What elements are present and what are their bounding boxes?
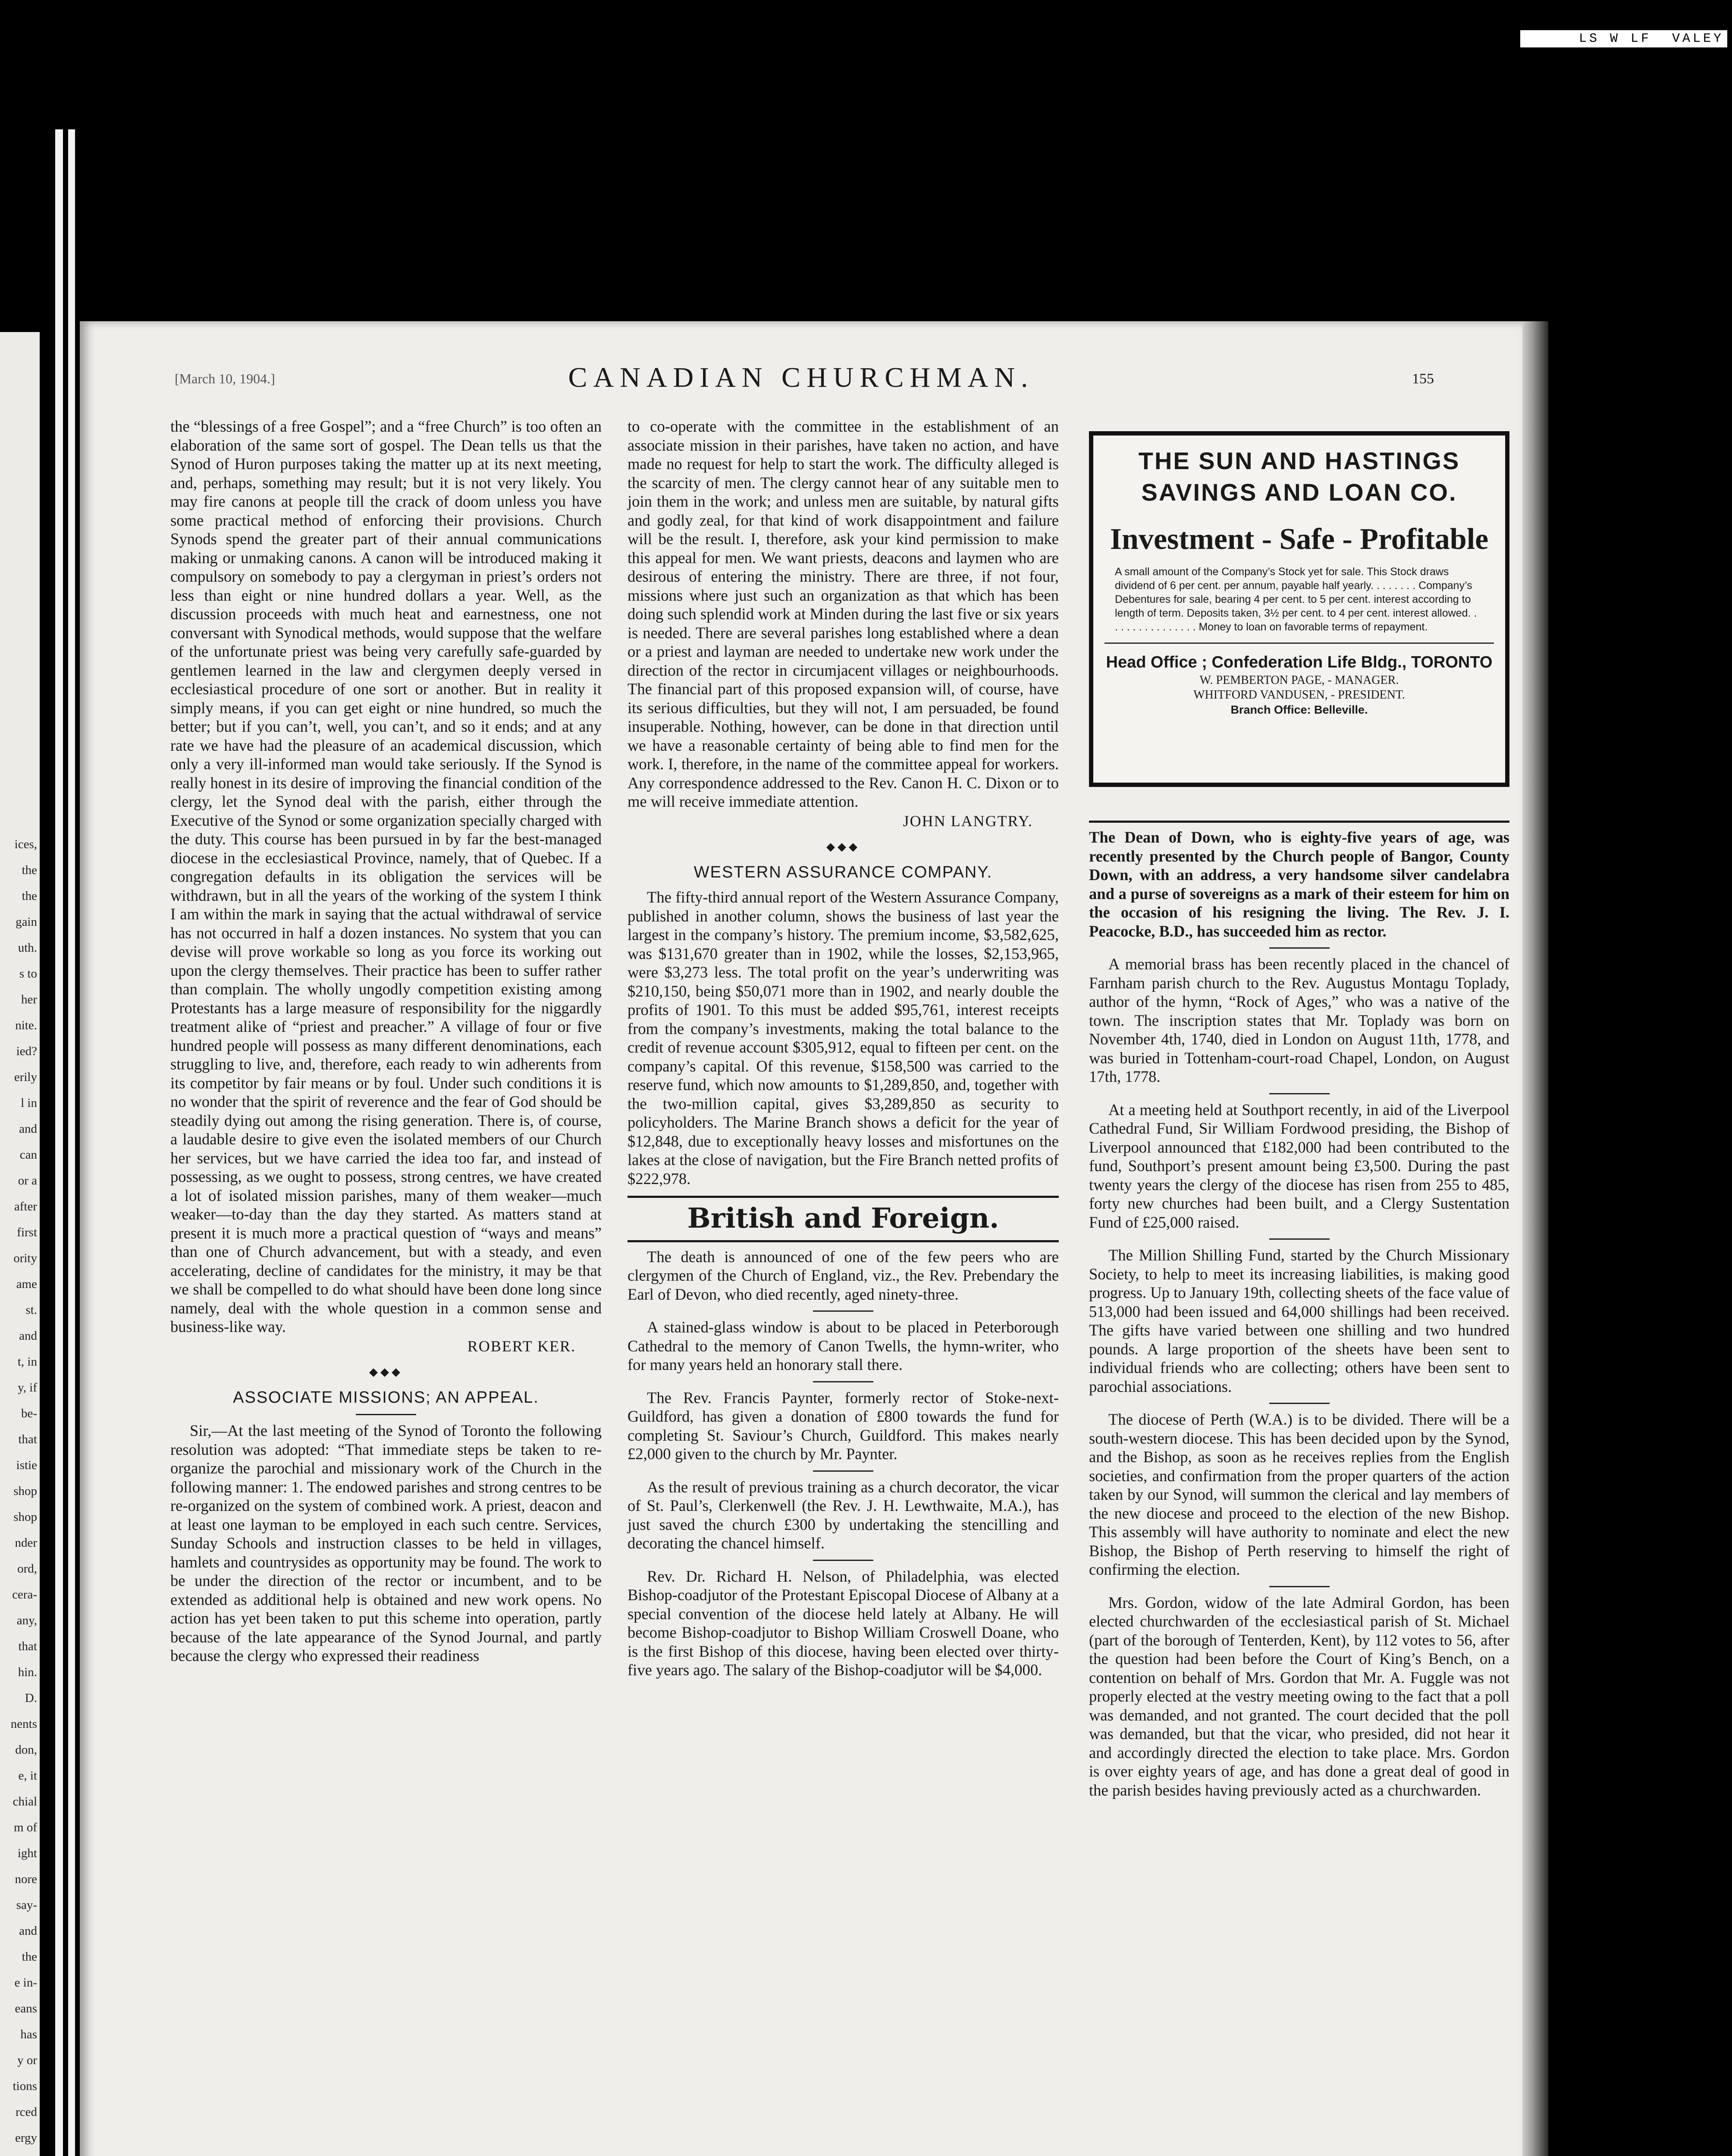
ad-tagline: Investment - Safe - Profitable xyxy=(1110,523,1489,556)
edge-fragment: say- xyxy=(16,1898,37,1912)
edge-fragment: e, it xyxy=(18,1769,37,1783)
column-2 xyxy=(628,417,1059,1680)
news-item: A stained-glass window is about to be placed in Peterborough Cathedral to the memory of Canon Twells, the hymn-writer, who for many years held an honorary stall there. xyxy=(628,1318,1059,1373)
film-id-strip: LS W LF VALEY xyxy=(1520,30,1727,47)
edge-fragment: hin. xyxy=(18,1665,37,1679)
news-item: Rev. Dr. Richard H. Nelson, of Philadelphia, was elected Bishop-coadjutor of the Protestant Episcopal Diocese of Albany at a special convention of the diocese held lately at Albany. He will become Bishop-coadjutor to Bishop William Croswell Doane, who is the first Bishop of this diocese, having been elected over thirty-five years ago. The salary of the Bishop-coadjutor will be $4,000. xyxy=(628,1567,1059,1679)
previous-page-edge xyxy=(0,332,40,2156)
edge-fragment: ord, xyxy=(17,1562,37,1576)
edge-fragment: rced xyxy=(16,2105,37,2119)
divider xyxy=(1269,1403,1330,1404)
news-item: A memorial brass has been recently placed in the chancel of Farnham parish church to the Rev. Augustus Montagu Toplady, author of the hymn, “Rock of Ages,” who was a native of the town. The inscription states that Mr. Toplady was born on November 4th, 1740, died in London on August 11th, 1778, and was buried in Tottenham-court-road Chapel, London, on August 17th, 1778. xyxy=(1089,955,1509,1085)
edge-fragment: cera- xyxy=(12,1588,37,1601)
news-item: As the result of previous training as a church decorator, the vicar of St. Paul’s, Clerkenwell (the Rev. J. H. Lewthwaite, M.A.), has just saved the church £300 by undertaking the stencilling and decorating the chancel himself. xyxy=(628,1478,1059,1552)
divider xyxy=(1269,1238,1330,1240)
ad-manager: W. PEMBERTON PAGE, - MANAGER. xyxy=(1199,674,1399,687)
section-rule xyxy=(628,1240,1059,1242)
edge-fragment: l in xyxy=(21,1096,37,1110)
divider xyxy=(1269,1586,1330,1587)
film-edge-bar xyxy=(55,129,63,2156)
edge-fragment: be- xyxy=(21,1407,37,1420)
edge-fragment: ied? xyxy=(16,1044,37,1058)
edge-fragment: erily xyxy=(14,1070,37,1084)
section-rule xyxy=(628,1196,1059,1198)
edge-fragment: the xyxy=(22,889,37,903)
edge-fragment: tions xyxy=(13,2079,37,2093)
divider xyxy=(1269,947,1330,949)
ad-head-office: Head Office ; Confederation Life Bldg., TORONTO xyxy=(1104,642,1494,673)
edge-fragment: gain xyxy=(16,915,37,929)
column-3 xyxy=(1089,813,1509,1799)
news-item: The death is announced of one of the few peers who are clergymen of the Church of England, viz., the Rev. Prebendary the Earl of Devon, who died recently, aged ninety-three. xyxy=(628,1247,1059,1303)
ker-signature: ROBERT KER. xyxy=(467,1337,576,1355)
edge-fragment: e in- xyxy=(14,1976,37,1990)
edge-fragment: y or xyxy=(17,2053,37,2067)
news-item: The Rev. Francis Paynter, formerly rector of Stoke-next-Guildford, has given a donation of £800 towards the fund for completing St. Saviour’s Church, Guildford. This makes nearly £2,000 given to the church by Mr. Paynter. xyxy=(628,1388,1059,1463)
edge-fragment: and xyxy=(19,1924,37,1938)
divider xyxy=(1269,1093,1330,1094)
edge-fragment: that xyxy=(18,1639,37,1653)
news-item: The Million Shilling Fund, started by the Church Missionary Society, to help to meet its increasing liabilities, is making good progress. Up to January 19th, collecting sheets of the face value of 513,000 had been issued and 64,000 shillings had been received. The gifts have varied between one shilling and two hundred pounds. A large proportion of the sheets have been sent to individual friends who are collecting; others have been sent to parochial associations. xyxy=(1089,1246,1509,1395)
ad-president: WHITFORD VANDUSEN, - PRESIDENT. xyxy=(1193,688,1405,702)
edge-fragment: any, xyxy=(16,1614,37,1627)
page-header xyxy=(80,358,1522,392)
edge-fragment: the xyxy=(22,1950,37,1964)
edge-fragment: ight xyxy=(17,1846,37,1860)
masthead-title: CANADIAN CHURCHMAN. xyxy=(568,362,1034,393)
edge-fragment: t, in xyxy=(17,1355,37,1369)
edge-fragment: don, xyxy=(15,1743,37,1757)
ornament-divider: ◆◆◆ xyxy=(369,1366,403,1378)
page-spine-shadow xyxy=(1522,321,1548,2156)
edge-fragment: and xyxy=(19,1329,37,1343)
edge-fragment: shop xyxy=(13,1484,37,1498)
ornament-divider: ◆◆◆ xyxy=(826,840,860,853)
edge-fragment: can xyxy=(19,1148,37,1162)
film-edge-bar xyxy=(68,129,75,2156)
edge-fragment: that xyxy=(18,1432,37,1446)
edge-fragment: uth. xyxy=(18,941,37,955)
news-item: Mrs. Gordon, widow of the late Admiral Gordon, has been elected churchwarden of the ecclesiastical parish of St. Michael (part of the borough of Tenterden, Kent), by 112 votes to 56, after the question had been before the Court of King’s Bench, on a contention on behalf of Mrs. Gordon that Mr. A. Fuggle was not properly elected at the vestry meeting owing to the fact that a poll was demanded, and not granted. The court decided that the poll was demanded, but that the vicar, who presided, did not hear it and accordingly directed the election to take place. Mrs. Gordon is over eighty years of age, and has done a great deal of good in the parish besides having previously acted as a churchwarden. xyxy=(1089,1593,1509,1799)
news-item: The diocese of Perth (W.A.) is to be divided. There will be a south-western diocese. This has been decided upon by the Synod, and the Bishop, as soon as he receives replies from the English societies, and confirmation from the proper quarters of the action taken by our Synod, will summon the clerical and lay members of the new diocese and proceed to the election of the new Bishop. This assembly will have authority to nominate and elect the new Bishop, the Bishop of Perth reserving to himself the right of confirming the election. xyxy=(1089,1410,1509,1578)
edge-fragment: nore xyxy=(15,1872,37,1886)
sun-hastings-advertisement xyxy=(1089,431,1509,787)
edge-fragment: y, if xyxy=(18,1381,37,1395)
issue-date: [March 10, 1904.] xyxy=(175,371,275,386)
divider xyxy=(813,1560,873,1561)
edge-fragment: nder xyxy=(15,1536,37,1550)
western-assurance-heading: WESTERN ASSURANCE COMPANY. xyxy=(693,863,993,881)
ad-body-text: A small amount of the Company’s Stock yet for sale. This Stock draws dividend of 6 per cent. per annum, payable half yearly. . . . . . . . Company’s Debentures for sale, bearing 4 per cent. to 5 per cent. interest according to length of term. Deposits taken, 3½ per cent. to 4 per cent. interest allowed. . . . . . . . . . . . . . . . Money to loan on favorable terms of repayment. xyxy=(1115,566,1477,633)
news-item: At a meeting held at Southport recently, in aid of the Liverpool Cathedral Fund, Sir William Fordwood presiding, the Bishop of Liverpool announced that £182,000 had been contributed to the fund, Southport’s present amount being £3,500. During the past twenty years the clergy of the diocese has risen from 255 to 485, forty new churches had been built, and a Clergy Sustentation Fund of £25,000 raised. xyxy=(1089,1100,1509,1231)
edge-fragment: her xyxy=(21,993,37,1006)
western-assurance-text: The fifty-third annual report of the Western Assurance Company, published in another column, shows the business of last year the largest in the company’s history. The premium income, $3,582,625, was $131,670 greater than in 1902, while the losses, $2,153,965, were $3,273 less. The total profit on the year’s underwriting was $210,150, being $50,071 more than in 1902, and nearly double the profits of 1901. To this must be added $95,761, interest receipts from the company’s investments, making the total balance to the credit of revenue account $305,912, equal to fifteen per cent. on the company’s capital. Of this revenue, $158,500 was carried to the reserve fund, which now amounts to $1,289,850, and, together with the two-million capital, gives $3,289,850 as security to policyholders. The Marine Branch shows a deficit for the year of $12,848, due to exceptionally heavy losses and misfortunes on the lakes at the close of navigation, but the Fire Branch netted profits of $222,978. xyxy=(628,888,1059,1188)
ad-company-line-1: THE SUN AND HASTINGS xyxy=(1138,447,1460,474)
associate-missions-heading: ASSOCIATE MISSIONS; AN APPEAL. xyxy=(233,1388,539,1407)
edge-fragment: or a xyxy=(18,1174,37,1188)
edge-fragment: m of xyxy=(14,1821,37,1834)
edge-fragment: eans xyxy=(15,2002,37,2015)
edge-fragment: D. xyxy=(25,1691,37,1705)
edge-fragment: chial xyxy=(13,1795,37,1808)
edge-fragment: has xyxy=(20,2028,37,2041)
divider xyxy=(813,1381,873,1382)
section-rule xyxy=(1089,821,1509,823)
ker-letter-text: the “blessings of a free Gospel”; and a “free Church” is too often an elaboration of the same sort of gospel. The Dean tells us that the Synod of Huron purposes taking the matter up at its next meeting, and, perhaps, something may result; but it is not very likely. You may fire canons at people till the crack of doom unless you have some practical method of enforcing their provisions. Church Synods spend the greater part of their annual communications making or unmaking canons. A canon will be introduced making it compulsory on somebody to pay a clergyman in priest’s orders not less than eight or nine hundred dollars a year. Well, as the discussion proceeds with much heat and earnestness, one not conversant with Synodical methods, would suppose that the welfare of the unfortunate priest was being very carefully safe-guarded by gentlemen learned in the law and clergymen deeply versed in ecclesiastical procedure of one sort or another. But in reality it simply means, if you can get eight or nine hundred, so much the better; but if you can’t, well, you can’t, and so it ends; and at any rate we have had the pleasure of an academical discussion, which only a very ill-informed man would take seriously. If the Synod is really honest in its desire of improving the financial condition of the clergy, let the Synod deal with the parish, either through the Executive of the Synod or some organization specially charged with the duty. This course has been pursued in by far the best-managed diocese in the ecclesiastical Province, namely, that of Quebec. If a congregation defaults in its obligation the services will be withdrawn, but in all the years of the working of the system I think I am within the mark in saying that the actual withdrawal of service has not occurred in half a dozen instances. No system that you can devise will prove workable so long as you force its working out upon the clergy themselves. Their practice has been to suffer rather than complain. The wholly ungodly competition existing among Protestants has a large measure of responsibility for the niggardly treatment alike of “priest and preacher.” A village of four or five hundred people will possess as many different denominations, each struggling to live, and, therefore, each ready to win adherents from its competitor by fair means or by foul. Under such conditions it is no wonder that the spirit of reverence and the fear of God should be steadily dying out among the rising generation. There is, of course, a laudable desire to give even the isolated members of our Church her services, but we have carried the idea too far, and instead of possessing, as we ought to possess, strong centres, we have created a lot of isolated mission parishes, many of them weaker—much weaker—to-day than the day they started. As matters stand at present it is much more a practical question of “ways and means” than one of Church advancement, but with a steady, and even accelerating, decline of candidates for the ministry, it may be that we shall be compelled to do what should have been done long since namely, deal with the whole question in a common sense and business-like way. xyxy=(170,417,602,1335)
edge-fragment: istie xyxy=(16,1458,37,1472)
ad-company-line-2: SAVINGS AND LOAN CO. xyxy=(1141,479,1457,506)
edge-fragment: the xyxy=(22,863,37,877)
langtry-signature: JOHN LANGTRY. xyxy=(903,812,1033,830)
ad-branch-office: Branch Office: Belleville. xyxy=(1230,703,1368,716)
divider xyxy=(813,1310,873,1312)
page-number: 155 xyxy=(1412,371,1434,387)
divider xyxy=(356,1414,416,1415)
british-foreign-heading: British and Foreign. xyxy=(687,1202,999,1235)
edge-fragment: ices, xyxy=(14,837,37,851)
newspaper-page xyxy=(80,321,1522,2156)
edge-fragment: and xyxy=(19,1122,37,1136)
divider xyxy=(813,1470,873,1472)
edge-fragment: shop xyxy=(13,1510,37,1524)
associate-missions-text: Sir,—At the last meeting of the Synod of Toronto the following resolution was adopted: “That immediate steps be taken to re-organize the parochial and missionary work of the Church in the following manner: 1. The endowed parishes and strong centres to be re-organized on the system of combined work. A priest, deacon and at least one layman to be employed in each such centre. Services, Sunday Schools and instruction classes to be held in villages, hamlets and countrysides as opportunity may be found. The work to be under the direction of the rector or incumbent, and to be extended as additional help is obtained and new work opens. No action has yet been taken to put this scheme into operation, partly because of the late appearance of the Synod Journal, and partly because the clergy who expressed their readiness xyxy=(170,1422,602,1664)
edge-fragment: nents xyxy=(10,1717,37,1731)
langtry-letter-text: to co-operate with the committee in the establishment of an associate mission in their parishes, have taken no action, and have made no request for help to start the work. The difficulty alleged is the scarcity of men. The clergy cannot hear of any suitable men to join them in the work; and unless men are suitable, by natural gifts and godly zeal, for that kind of work disappointment and failure will be the result. I, therefore, ask your kind permission to make this appeal for men. We want priests, deacons and laymen who are desirous of entering the ministry. There are three, if not four, missions where just such an organization as that which has been doing such splendid work at Minden during the last five or six years is needed. There are several parishes long established where a dean or a priest and layman are needed to undertake new work under the direction of the rector in circumjacent villages or neighbourhoods. The financial part of this proposed expansion will, of course, have its serious difficulties, but they will not, I am persuaded, be found insuperable. Nothing, however, can be done in that direction until we have a reasonable certainty of being able to find men for the work. I, therefore, in the name of the committee appeal for workers. Any correspondence addressed to the Rev. Canon H. C. Dixon or to me will receive immediate attention. xyxy=(628,417,1059,810)
edge-fragment: ority xyxy=(13,1251,37,1265)
edge-fragment: ame xyxy=(16,1277,37,1291)
column-1 xyxy=(170,417,602,1665)
edge-fragment: nite. xyxy=(15,1018,37,1032)
edge-fragment: ergy xyxy=(15,2131,37,2145)
edge-fragment: first xyxy=(17,1225,37,1239)
edge-fragment: after xyxy=(14,1200,37,1213)
edge-fragment: s to xyxy=(19,967,37,981)
edge-fragment: st. xyxy=(25,1303,37,1317)
dean-of-down-item: The Dean of Down, who is eighty-five years of age, was recently presented by the Church people of Bangor, County Down, with an address, a very handsome silver candelabra and a purse of sovereigns as a mark of their esteem for him on the occasion of his resigning the living. The Rev. J. I. Peacocke, B.D., has succeeded him as rector. xyxy=(1089,828,1509,940)
